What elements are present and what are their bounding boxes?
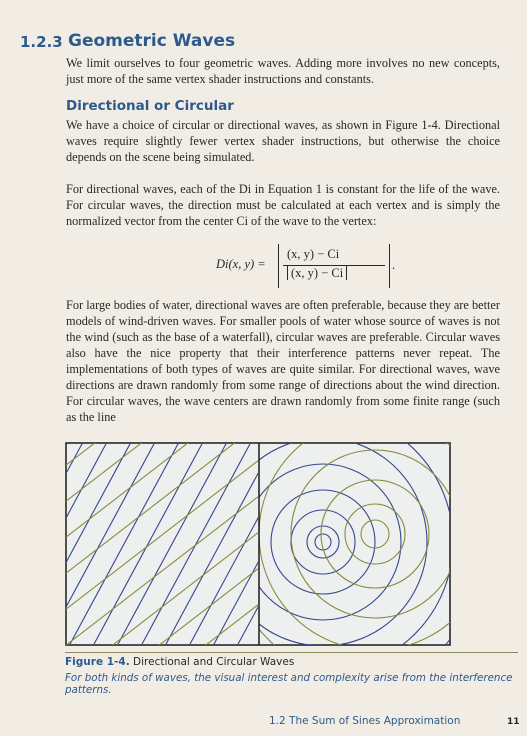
equation-lhs: Di(x, y) = — [216, 257, 266, 271]
section-title: Geometric Waves — [68, 31, 236, 51]
equation-denominator: (x, y) − Ci — [287, 266, 347, 280]
equation-fraction — [278, 244, 390, 288]
equation-direction — [216, 244, 436, 288]
section-header — [20, 31, 507, 55]
paragraph-wave-choice: For large bodies of water, directional waves are often preferable, because they are better models of wind-driven waves. For smaller pools of water whose source of waves is not the wind (such as the base of a waterfall), circular waves are preferable. Circular waves also have the nice property that their interference patterns never repeat. The implementations of both types of waves are quite similar. For directional waves, wave directions are drawn randomly from some range of directions about the wind direction. For circular waves, the wave centers are drawn randomly from some finite range (such as the line — [66, 298, 500, 424]
caption-rule — [65, 652, 518, 653]
paragraph-direction-definition: For directional waves, each of the Di in Equation 1 is constant for the life of the wave. For circular waves, the direction must be calculated at each vertex and is simply the normalized vector from the center Ci of the wave to the vertex: — [66, 182, 500, 228]
figure-caption: For both kinds of waves, the visual interest and complexity arise from the interference patterns. — [65, 672, 513, 696]
figure-directional-circular-waves — [65, 442, 451, 646]
equation-denominator-wrap — [287, 266, 347, 281]
paragraph-directional-choice: We have a choice of circular or directional waves, as shown in Figure 1-4. Directional waves require slightly fewer vertex shader instructions, but otherwise the choice depends on the scene being simulated. — [66, 118, 500, 164]
equation-numerator: (x, y) − Ci — [287, 247, 340, 261]
intro-paragraph: We limit ourselves to four geometric waves. Adding more involves no new concepts, just more of the same vertex shader instructions and constants. — [66, 56, 500, 86]
figure-title: Directional and Circular Waves — [133, 656, 295, 668]
section-number: 1.2.3 — [20, 33, 63, 51]
subsection-title: Directional or Circular — [66, 98, 234, 114]
figure-label: Figure 1-4. — [65, 656, 130, 668]
page-number: 11 — [507, 717, 520, 727]
figure-caption-label — [65, 656, 294, 668]
equation-end: . — [392, 258, 396, 272]
running-footer-section: 1.2 The Sum of Sines Approximation — [269, 715, 461, 727]
